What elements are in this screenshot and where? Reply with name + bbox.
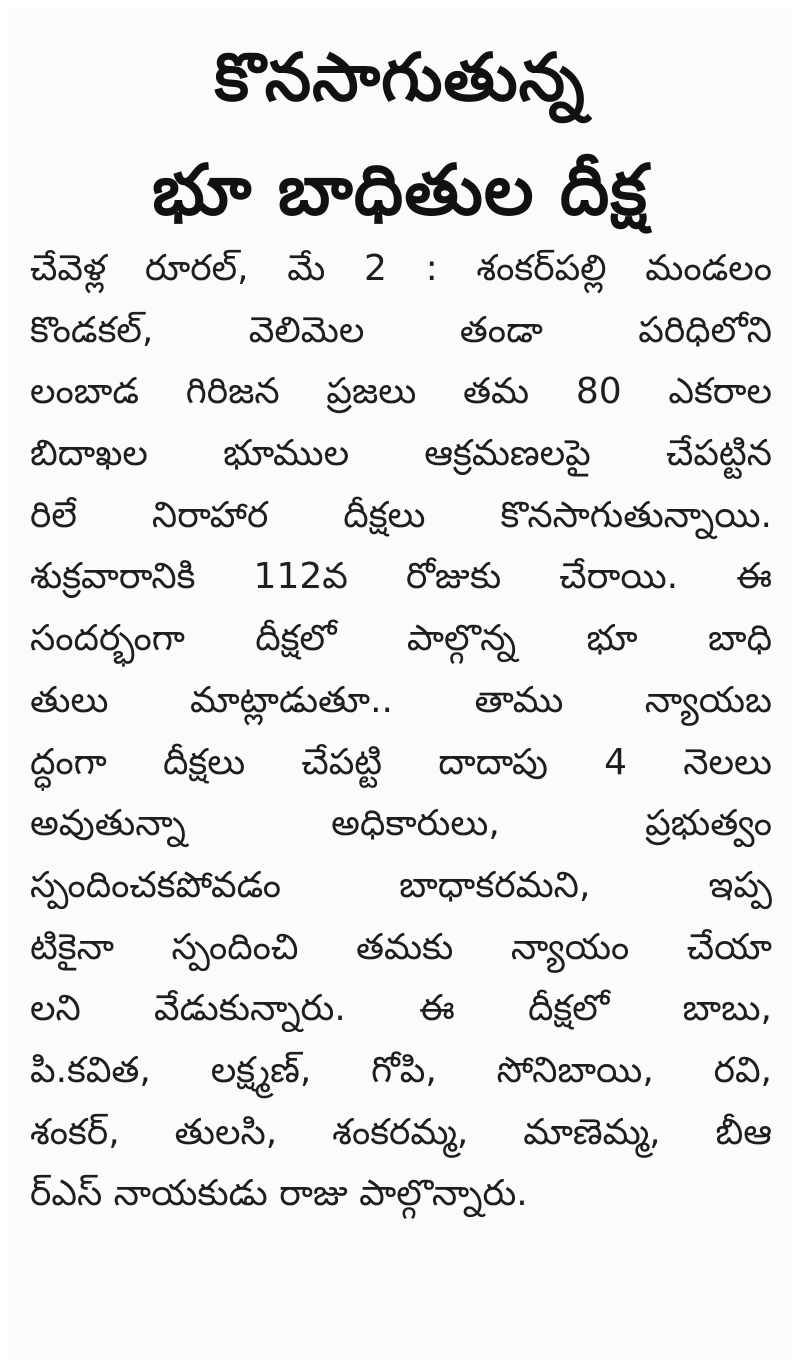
cut-off-next-line bbox=[30, 1352, 772, 1358]
article-line: రిలే నిరాహార దీక్షలు కొనసాగుతున్నాయి. bbox=[30, 494, 772, 536]
article-line: కొండకల్, వెలిమెల తండా పరిధిలోని bbox=[30, 309, 772, 351]
article-body bbox=[30, 238, 772, 1225]
article-line: లంబాడ గిరిజన ప్రజలు తమ 80 ఎకరాల bbox=[30, 371, 772, 413]
article-line: బిదాఖల భూముల ఆక్రమణలపై చేపట్టిన bbox=[30, 433, 772, 475]
article-line: పి.కవిత, లక్ష్మణ్, గోపి, సోనిబాయి, రవి, bbox=[30, 1049, 772, 1091]
article-line: తులు మాట్లాడుతూ.. తాము న్యాయబ bbox=[30, 679, 772, 721]
headline-line-1: కొనసాగుతున్న bbox=[214, 39, 586, 116]
article-line: శుక్రవారానికి 112వ రోజుకు చేరాయి. ఈ bbox=[30, 556, 772, 598]
article-line: చేవెళ్ల రూరల్, మే 2 : శంకర్‌పల్లి మండలం bbox=[30, 248, 772, 289]
article-line: ర్‌ఎస్ నాయకుడు రాజు పాల్గొన్నారు. bbox=[30, 1173, 528, 1215]
article-line: అవుతున్నా అధికారులు, ప్రభుత్వం bbox=[30, 803, 772, 845]
article-line: స్పందించకపోవడం బాధాకరమని, ఇప్ప bbox=[30, 864, 772, 906]
article-line: శంకర్, తులసి, శంకరమ్మ, మాణెమ్మ, బీఆ bbox=[30, 1111, 772, 1153]
article-line: లని వేడుకున్నారు. ఈ దీక్షలో బాబు, bbox=[30, 988, 772, 1030]
article-line: సందర్భంగా దీక్షలో పాల్గొన్న భూ బాధి bbox=[30, 618, 772, 660]
headline-line-2: భూ బాధితుల దీక్ష bbox=[152, 149, 648, 231]
article-line: ద్ధంగా దీక్షలు చేపట్టి దాదాపు 4 నెలలు bbox=[30, 741, 772, 783]
article-line: టికైనా స్పందించి తమకు న్యాయం చేయా bbox=[30, 926, 772, 968]
